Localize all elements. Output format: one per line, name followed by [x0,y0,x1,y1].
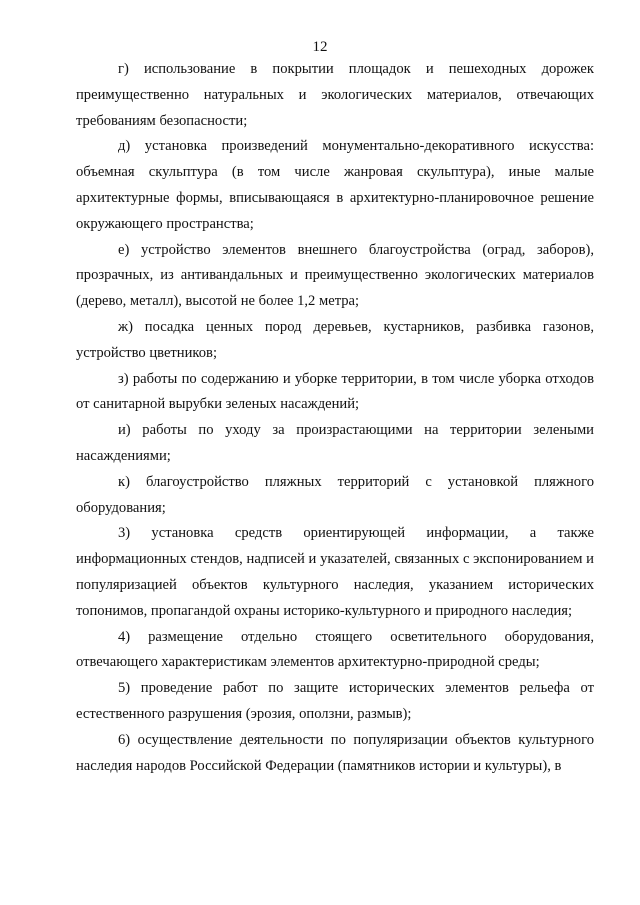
paragraph-g: г) использование в покрытии площадок и пешеходных дорожек преимущественно натуральных и экологических материалов, отвечающих требованиям безопасности; [76,61,594,129]
paragraph-z: з) работы по содержанию и уборке территории, в том числе уборка отходов от санитарной вырубки зеленых насаждений; [76,370,594,413]
paragraph-d: д) установка произведений монументально-декоративного искусства: объемная скульптура (в том числе жанровая скульптура), иные малые архитектурные формы, вписывающаяся в архитектурно-планировочное решение окружающего пространства; [76,138,594,232]
document-body [76,57,594,779]
page-number: 12 [312,39,328,55]
paragraph-e: е) устройство элементов внешнего благоустройства (оград, заборов), прозрачных, из антивандальных и преимущественно экологических материалов (дерево, металл), высотой не более 1,2 метра; [76,241,594,310]
paragraph-i: и) работы по уходу за произрастающими на территории зелеными насаждениями; [76,422,594,464]
paragraph-k: к) благоустройство пляжных территорий с установкой пляжного оборудования; [76,473,594,516]
paragraph-4: 4) размещение отдельно стоящего осветительного оборудования, отвечающего характеристикам элементов архитектурно-природной среды; [76,628,594,671]
paragraph-6: 6) осуществление деятельности по популяризации объектов культурного наследия народов Российской Федерации (памятников истории и культуры), в [76,731,594,774]
paragraph-5: 5) проведение работ по защите исторических элементов рельефа от естественного разрушения (эрозия, оползни, размыв); [76,680,594,722]
paragraph-zh: ж) посадка ценных пород деревьев, кустарников, разбивка газонов, устройство цветников; [76,318,594,361]
paragraph-3: 3) установка средств ориентирующей информации, а также информационных стендов, надписей и указателей, связанных с экспонированием и популяризацией объектов культурного наследия, указанием исторических топонимов, пропагандой охраны историко-культурного и природного наследия; [76,525,594,619]
